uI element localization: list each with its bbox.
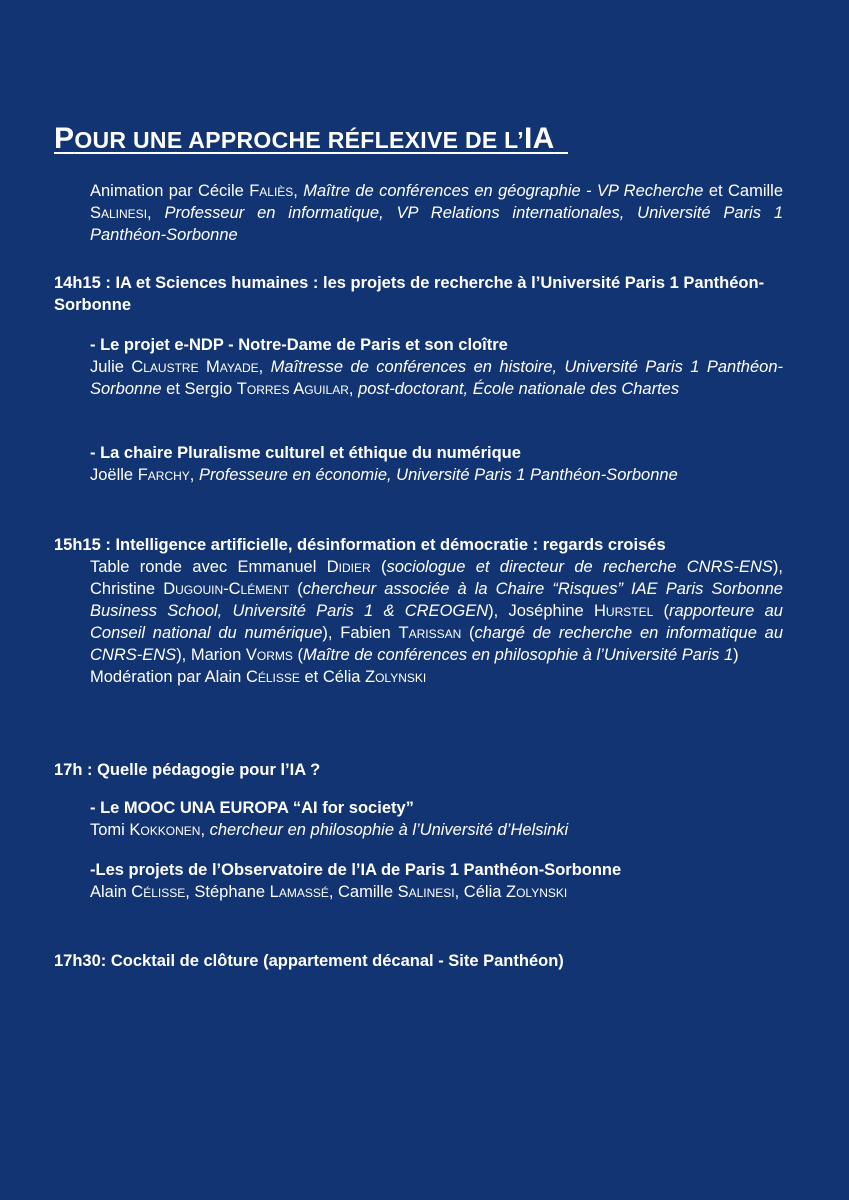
intro-text-1: Animation par Cécile [90,182,250,200]
speaker-first: , Camille [328,883,398,901]
rt-name: Tarissan [398,624,462,642]
session-17h-heading: 17h : Quelle pédagogie pour l’IA ? [54,761,321,779]
session-1515-heading: 15h15 : Intelligence artificielle, désinformation et démocratie : regards croisés [54,536,666,554]
speaker-join: et Sergio [161,380,237,398]
speaker-last: Kokkonen [129,821,201,839]
intro-animation [90,180,783,246]
title-initial: P [54,122,75,155]
item-chaire-speakers: Joëlle Farchy, Professeure en économie, Université Paris 1 Panthéon-Sorbonne [90,466,678,484]
speaker-first: Joëlle [90,466,138,484]
speaker-last: Zolynski [506,883,568,901]
intro-sep-1: , [293,182,304,200]
title-ia: IA [523,122,555,155]
speaker-last: Salinesi [397,883,455,901]
item-observatoire-title: -Les projets de l’Observatoire de l’IA de Paris 1 Panthéon-Sorbonne [90,861,622,879]
title-underline-group [54,122,568,155]
page-title [54,122,568,156]
rt-role: Maître de conférences en philosophie à l’Université Paris 1 [302,646,734,664]
item-endp-title: - Le projet e-NDP - Notre-Dame de Paris et son cloître [90,336,508,354]
speaker-role: Maîtresse de conférences en histoire, Université Paris 1 Panthéon-Sorbonne [90,358,783,398]
rt-name: Didier [326,558,371,576]
speaker-role: post-doctorant, École nationale des Chartes [358,380,680,398]
session-1415-item-endp [90,334,783,400]
mod-text: Modération par Alain [90,668,246,686]
intro-role-2: Professeur en informatique, VP Relations internationales, Université Paris 1 Panthéon-Sorbonne [90,204,783,244]
mod-name: Célisse [245,668,300,686]
session-1515-roundtable [90,556,783,688]
mod-name: Zolynski [365,668,427,686]
speaker-last: Torres Aguilar [236,380,349,398]
speaker-first: Tomi [90,821,130,839]
speaker-last: Claustre Mayade [131,358,259,376]
rt-role: chargé de recherche en informatique au CNRS-ENS [90,624,783,664]
mod-join: et Célia [299,668,366,686]
session-1730-heading: 17h30: Cocktail de clôture (appartement décanal - Site Panthéon) [54,952,564,970]
speaker-role: Professeure en économie, Université Paris 1 Panthéon-Sorbonne [198,466,678,484]
title-text: OUR UNE APPROCHE RÉFLEXIVE DE L’ [74,127,524,153]
item-mooc-title: - Le MOOC UNA EUROPA “AI for society” [90,799,414,817]
rt-text: ), Fabien [322,624,399,642]
item-chaire-title: - La chaire Pluralisme culturel et éthique du numérique [90,444,521,462]
speaker-last: Farchy [137,466,190,484]
item-endp-speakers: Julie Claustre Mayade, Maîtresse de conférences en histoire, Université Paris 1 Panthéon-Sorbonne et Sergio Torres Aguilar, post-doctorant, École nationale des Chartes [90,358,783,398]
rt-text: ), Marion [176,646,246,664]
intro-text-2: et Camille [703,182,783,200]
intro-name-2: Salinesi [90,204,148,222]
session-17h-item-observatoire [90,859,783,903]
rt-role: rapporteure au Conseil national du numérique [90,602,783,642]
rt-role: chercheur associée à la Chaire “Risques” IAE Paris Sorbonne Business School, Université Paris 1 & CREOGEN [90,580,783,620]
speaker-role: chercheur en philosophie à l’Université d’Helsinki [209,821,569,839]
speaker-first: , Célia [454,883,506,901]
rt-role: sociologue et directeur de recherche CNRS-ENS [386,558,773,576]
speaker-first: , Stéphane [185,883,270,901]
session-1415-item-chaire [90,442,783,486]
speaker-first: Julie [90,358,132,376]
intro-role-1: Maître de conférences en géographie - VP Recherche [303,182,704,200]
item-mooc-speakers: Tomi Kokkonen, chercheur en philosophie à l’Université d’Helsinki [90,821,569,839]
speaker-last: Célisse [131,883,186,901]
session-1415-heading: 14h15 : IA et Sciences humaines : les projets de recherche à l’Université Paris 1 Panthéon-Sorbonne [54,274,765,314]
roundtable-moderation [90,666,783,688]
rt-name: Vorms [245,646,293,664]
rt-text: ), Joséphine [488,602,594,620]
rt-text: Table ronde avec Emmanuel [90,558,327,576]
item-observatoire-speakers [90,881,783,903]
rt-name: Dugouin-Clément [163,580,290,598]
rt-name: Hurstel [594,602,654,620]
intro-name-1: Faliès [249,182,294,200]
roundtable-participants: Table ronde avec Emmanuel Didier (sociologue et directeur de recherche CNRS-ENS), Christine Dugouin-Clément (chercheur associée à la Chaire “Risques” IAE Paris Sorbonne Business School, Université Paris 1 & CREOGEN), Joséphine Hurstel (rapporteure au Conseil national du numérique), Fabien Tarissan (chargé de recherche en informatique au CNRS-ENS), Marion Vorms (Maître de conférences en philosophie à l’Université Paris 1) [90,558,784,664]
session-17h-item-mooc [90,797,783,841]
speaker-last: Lamassé [269,883,329,901]
intro-sep-2: , [147,204,165,222]
rt-text: ), Christine [90,558,784,598]
speaker-first: Alain [90,883,132,901]
